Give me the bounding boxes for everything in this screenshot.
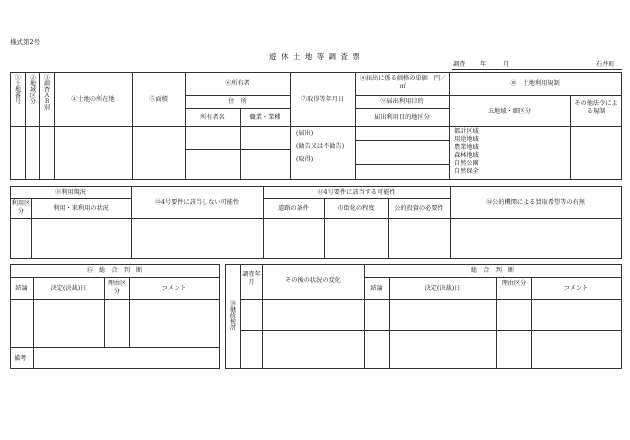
col-purpose: ⑨届出利用目的 <box>380 98 424 105</box>
zone-use: 用途地域 <box>454 136 479 143</box>
col-owner-name: 所有者名 <box>200 114 225 121</box>
col-reason-class: 理由区分 <box>107 280 127 295</box>
col-reason-class-2: 理由区分 <box>501 280 527 287</box>
col-area-class: ②地域区分 <box>28 74 36 104</box>
col-conclusion: 結論 <box>15 285 28 292</box>
col-item4-likely: ⑬4号要件に該当する可能性 <box>317 189 396 196</box>
zone-forest: 森林地域 <box>454 152 479 159</box>
col-owner-job: 職業・業種 <box>249 114 281 121</box>
col-public-investment: 公的投資の必要性 <box>394 205 444 212</box>
col-decision-date-2: 決定(決裁)日 <box>424 285 461 292</box>
survey-year-label: 年 <box>480 61 487 68</box>
form-number: 様式第2号 <box>10 38 41 46</box>
survey-date-label: 調査 <box>453 61 466 68</box>
col-land-number: ①土地番号 <box>13 74 21 104</box>
col-acquired-date: ⑦取得等年月日 <box>300 96 345 103</box>
acq-item-notice: (届出) <box>296 130 314 137</box>
col-price: ⑧届出に係る価格の単価 円／㎡ <box>359 75 447 90</box>
col-decision-date: 決定(決裁)日 <box>50 285 87 292</box>
zone-natural-park: 自然公園 <box>454 160 479 167</box>
col-usage-detail: 利用・来利用の状況 <box>53 205 109 212</box>
col-road-condition: 道路の条件 <box>278 205 309 212</box>
col-status-change: その後の状況の変化 <box>285 277 341 284</box>
zone-nature-conservation: 自然保全 <box>454 168 479 175</box>
col-owner-address: 住 所 <box>228 98 247 105</box>
col-comment: コメント <box>161 285 187 292</box>
col-item4-unlikely: ⑫4号要件に該当しない可能性 <box>154 199 240 206</box>
acq-item-recommend: (勧告又は不勧告) <box>296 143 345 150</box>
col-five-zones: 五地域・細区分 <box>487 108 532 115</box>
col-owner: ⑥所有者 <box>225 80 250 87</box>
col-survey-ym: 調査年月 <box>242 271 261 286</box>
remarks-label: 備考 <box>14 355 27 362</box>
acq-item-acquired: (取得) <box>296 156 314 163</box>
col-area: ⑤面積 <box>149 96 168 103</box>
zone-agriculture: 農業地域 <box>454 144 479 151</box>
continued-review-label: ⑯継続検討 <box>228 300 236 330</box>
col-usage-status: ⑪利用現況 <box>55 189 86 196</box>
col-other-regulation: その他法令による規制 <box>574 100 618 115</box>
judgment-header-2: 総 合 判 断 <box>470 267 515 274</box>
survey-date-underline <box>452 69 622 70</box>
judgment-header: ⑮ 総 合 判 断 <box>86 267 143 274</box>
col-purpose-zone: 届出利用目的地区分 <box>374 114 430 121</box>
zone-city-planning: 都計区域 <box>454 128 479 135</box>
col-survey-ab: ③調査ＡＢ別 <box>42 74 50 110</box>
survey-month-label: 月 <box>503 61 510 68</box>
col-land-regulation: ⑩ 土地利用規制 <box>510 80 560 87</box>
col-conclusion-2: 結論 <box>370 285 383 292</box>
col-location: ④土地の所在地 <box>71 96 115 103</box>
col-usage-zone: 利用区分 <box>11 200 31 215</box>
form-title: 遊 休 土 地 等 調 査 票 <box>269 52 361 61</box>
col-comment-2: コメント <box>563 285 589 292</box>
col-urbanization: 市街化の程度 <box>337 205 375 212</box>
town-name: 石井町 <box>596 61 615 68</box>
col-purchase-request: ⑭公的機関による買取希望等の有無 <box>486 199 585 206</box>
